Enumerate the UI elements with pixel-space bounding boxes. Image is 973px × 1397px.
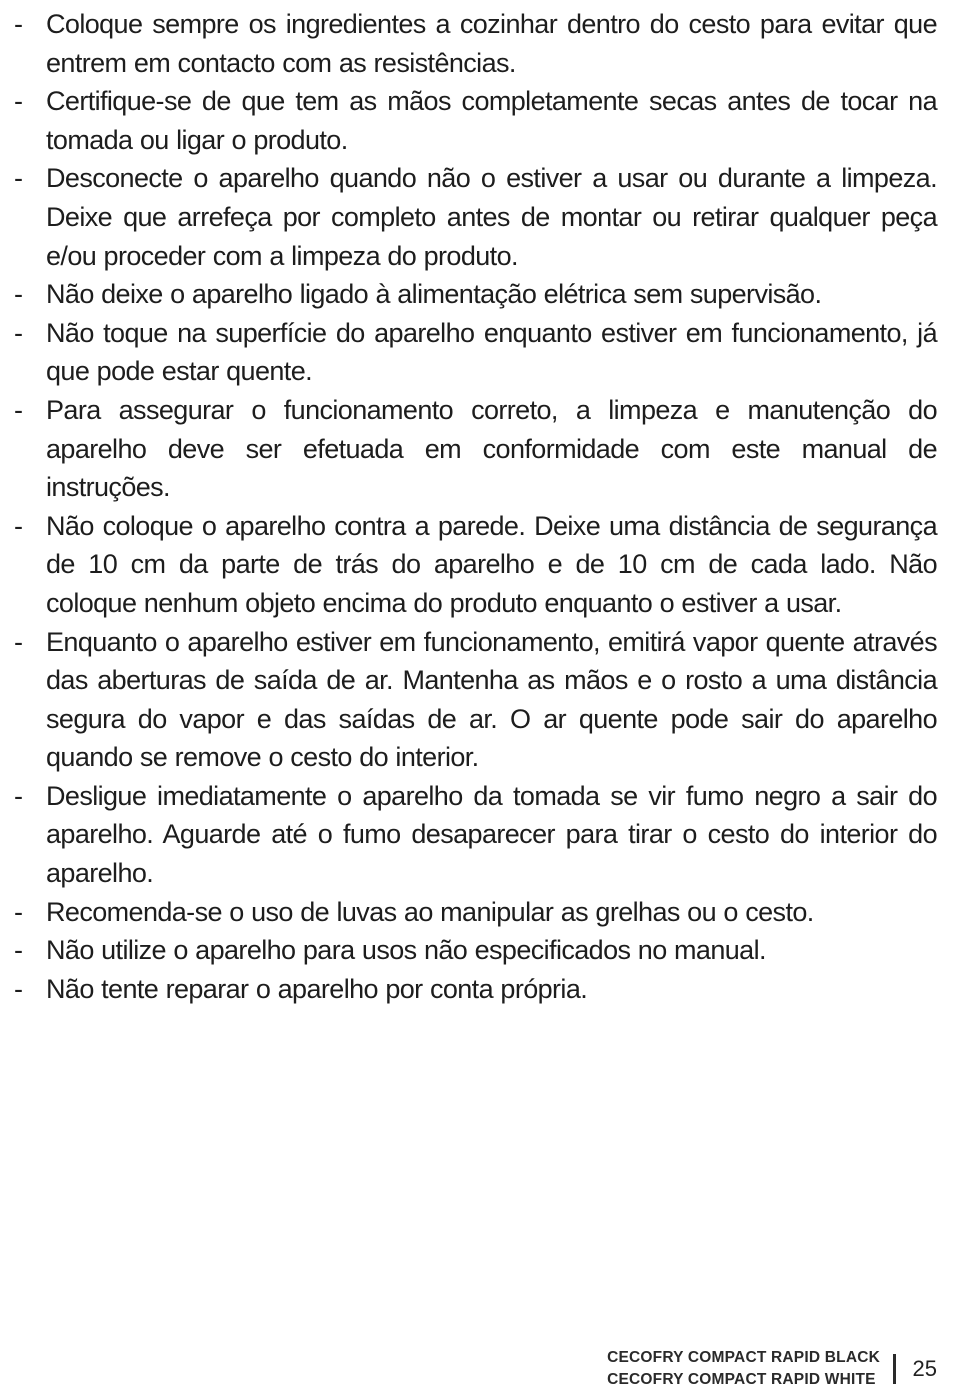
list-item xyxy=(12,82,937,159)
list-item xyxy=(12,507,937,623)
bullet-dash: - xyxy=(14,896,23,927)
list-item-text: Não coloque o aparelho contra a parede. Deixe uma distância de segurança de 10 cm da parte de trás do aparelho e de 10 cm de cada lado. Não coloque nenhum objeto encima do produto enquanto o estiver a usar. xyxy=(46,510,937,618)
list-item xyxy=(12,970,937,1009)
page-number: 25 xyxy=(912,1356,937,1381)
list-item xyxy=(12,391,937,507)
list-item-text: Coloque sempre os ingredientes a cozinhar dentro do cesto para evitar que entrem em contacto com as resistências. xyxy=(46,9,937,78)
footer-product-names xyxy=(607,1347,880,1391)
bullet-dash: - xyxy=(14,394,23,425)
footer-product-line-black: CECOFRY COMPACT RAPID BLACK xyxy=(607,1349,880,1366)
bullet-dash: - xyxy=(14,626,23,657)
footer-product-line-white: CECOFRY COMPACT RAPID WHITE xyxy=(607,1371,876,1388)
list-item xyxy=(12,777,937,893)
list-item-text: Não tente reparar o aparelho por conta própria. xyxy=(46,973,588,1004)
list-item-text: Enquanto o aparelho estiver em funcionamento, emitirá vapor quente através das aberturas de saída de ar. Mantenha as mãos e o rosto a uma distância segura do vapor e das saídas de ar. O ar quente pode sair do aparelho quando se remove o cesto do interior. xyxy=(46,626,937,773)
bullet-dash: - xyxy=(14,163,23,194)
list-item-text: Para assegurar o funcionamento correto, a limpeza e manutenção do aparelho deve ser efetuada em conformidade com este manual de instruções. xyxy=(46,394,937,503)
list-item-text: Não toque na superfície do aparelho enquanto estiver em funcionamento, já que pode estar quente. xyxy=(46,317,937,387)
list-item xyxy=(12,275,937,314)
list-item xyxy=(12,314,937,391)
bullet-dash: - xyxy=(14,973,23,1004)
list-item xyxy=(12,893,937,932)
bullet-dash: - xyxy=(14,510,23,541)
list-item-text: Não deixe o aparelho ligado à alimentação elétrica sem supervisão. xyxy=(46,279,822,310)
page-footer xyxy=(607,1347,937,1391)
bullet-dash: - xyxy=(14,9,23,39)
bullet-dash: - xyxy=(14,86,23,117)
list-item xyxy=(12,931,937,970)
bullet-dash: - xyxy=(14,780,23,811)
list-item xyxy=(12,159,937,275)
list-item-text: Desconecte o aparelho quando não o estiver a usar ou durante a limpeza. Deixe que arrefeça por completo antes de montar ou retirar qualquer peça e/ou proceder com a limpeza do produto. xyxy=(46,163,937,271)
bullet-dash: - xyxy=(14,279,23,310)
list-item-text: Desligue imediatamente o aparelho da tomada se vir fumo negro a sair do aparelho. Aguarde até o fumo desaparecer para tirar o cesto do interior do aparelho. xyxy=(46,780,937,889)
list-item-text: Certifique-se de que tem as mãos completamente secas antes de tocar na tomada ou ligar o produto. xyxy=(46,86,937,155)
list-item xyxy=(12,623,937,777)
list-item xyxy=(12,5,937,82)
bullet-dash: - xyxy=(14,317,23,348)
bullet-dash: - xyxy=(14,935,23,966)
list-item-text: Não utilize o aparelho para usos não especificados no manual. xyxy=(46,935,766,966)
footer-separator-bar xyxy=(893,1354,896,1384)
list-item-text: Recomenda-se o uso de luvas ao manipular as grelhas ou o cesto. xyxy=(46,896,814,927)
